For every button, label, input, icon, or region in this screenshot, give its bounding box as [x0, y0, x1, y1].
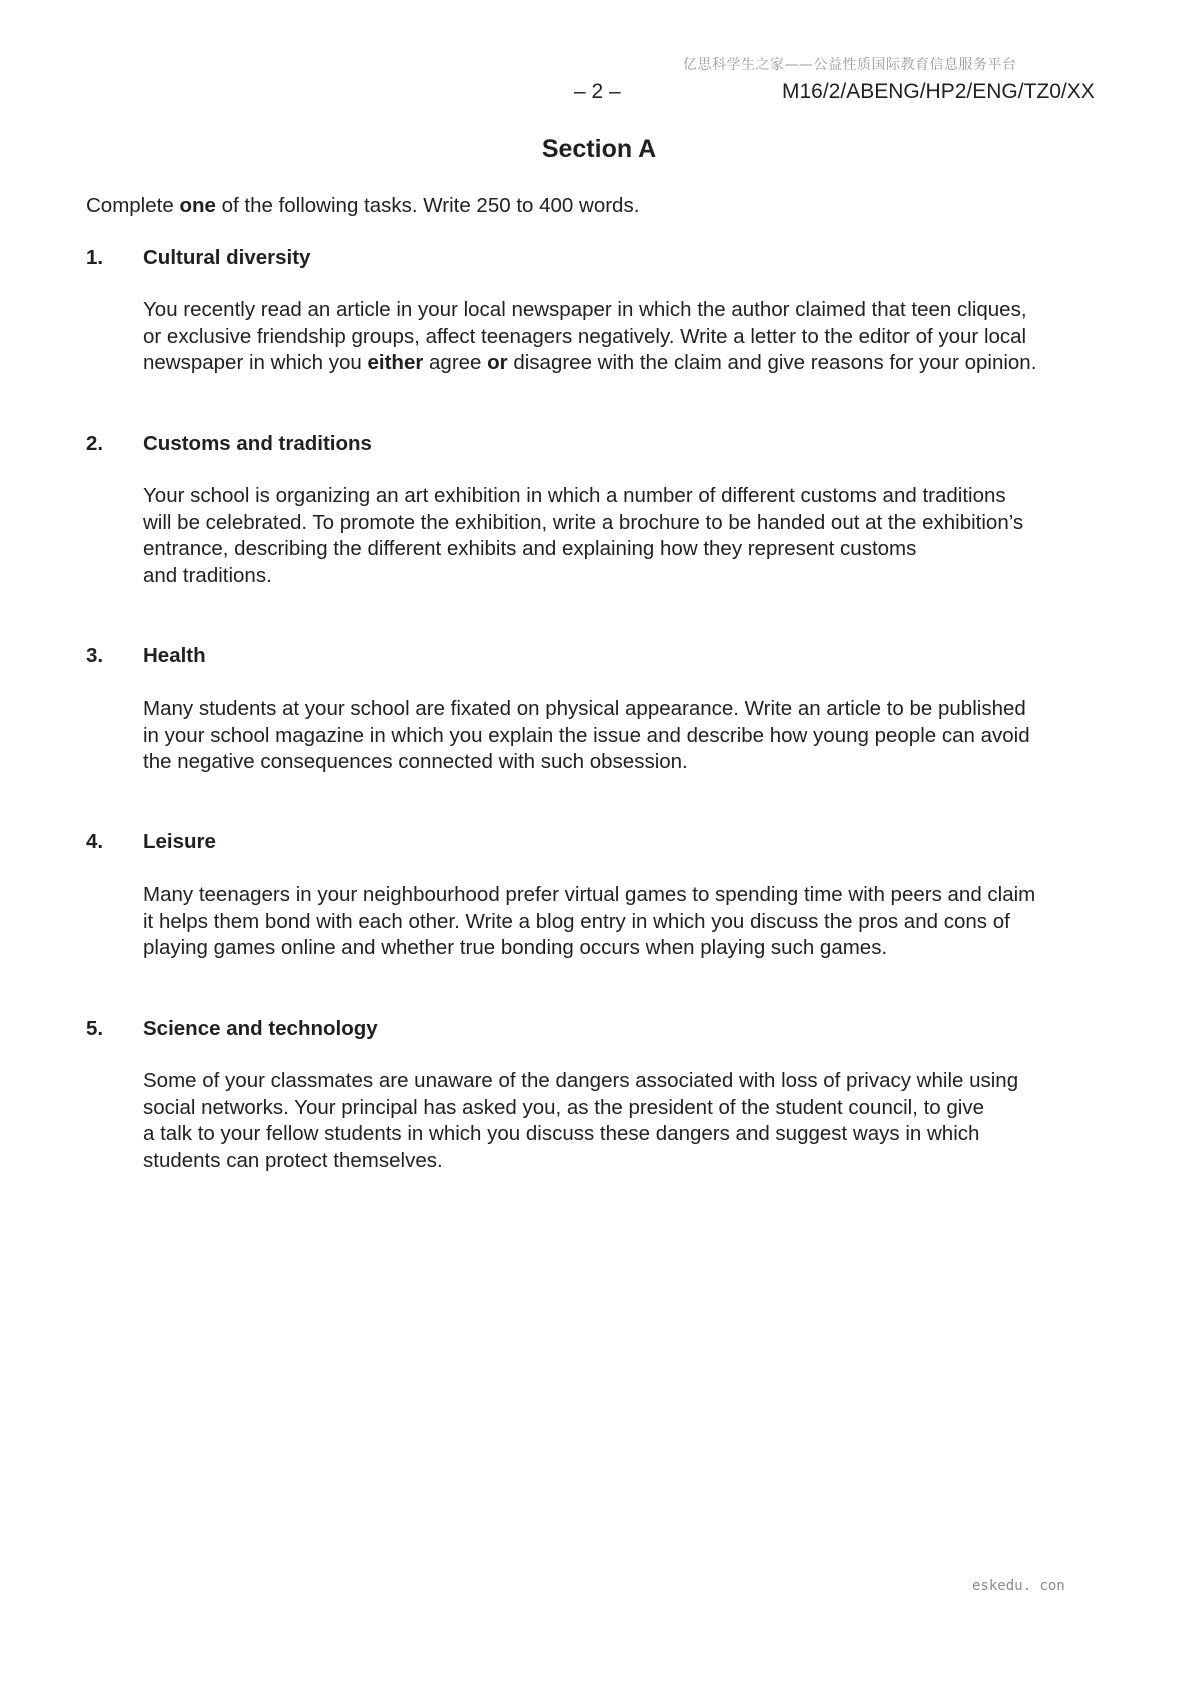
task-body-line: a talk to your fellow students in which you discuss these dangers and suggest ways in which: [143, 1122, 980, 1146]
text-run: agree: [423, 351, 488, 375]
text-run: newspaper in which you: [143, 351, 368, 375]
task-body: [143, 483, 1143, 589]
task-body-line: it helps them bond with each other. Write a blog entry in which you discuss the pros and cons of: [143, 909, 1010, 933]
task-body-line: Many teenagers in your neighbourhood prefer virtual games to spending time with peers and claim: [143, 883, 1036, 906]
instructions-text-before: Complete: [86, 194, 180, 217]
task-body-line: Many students at your school are fixated on physical appearance. Write an article to be published: [143, 697, 1026, 720]
task-body-line: the negative consequences connected with such obsession.: [143, 750, 688, 774]
task-title: Health: [143, 644, 206, 667]
task-body-line: social networks. Your principal has asked you, as the president of the student council, to give: [143, 1095, 985, 1119]
task-body-line: in your school magazine in which you explain the issue and describe how young people can avoid: [143, 723, 1030, 747]
footer-watermark: eskedu. con: [972, 1578, 1065, 1594]
page-number: – 2 –: [574, 80, 621, 103]
task-body-line: will be celebrated. To promote the exhibition, write a brochure to be handed out at the exhibition’s: [143, 510, 1024, 534]
task-body-line: entrance, describing the different exhibits and explaining how they represent customs: [143, 537, 917, 561]
instructions-text-after: of the following tasks. Write 250 to 400 words.: [215, 194, 640, 217]
task-body-line: students can protect themselves.: [143, 1148, 443, 1172]
instructions-bold-one: one: [179, 194, 216, 217]
task-body-line: Some of your classmates are unaware of the dangers associated with loss of privacy while using: [143, 1069, 1019, 1092]
task-number: 2.: [86, 432, 104, 455]
header-watermark: 亿思科学生之家——公益性质国际教育信息服务平台: [683, 57, 1017, 73]
bold-or: or: [487, 351, 508, 375]
task-body-line: and traditions.: [143, 563, 272, 587]
document-code: M16/2/ABENG/HP2/ENG/TZ0/XX: [782, 80, 1095, 103]
task-body: [143, 696, 1143, 776]
bold-either: either: [367, 351, 424, 375]
task-number: 4.: [86, 830, 104, 853]
task-body-line: [143, 350, 1143, 377]
task-body: [143, 1068, 1143, 1174]
section-title: Section A: [541, 135, 657, 163]
task-body: [143, 882, 1143, 962]
task-title: Customs and traditions: [143, 432, 372, 455]
task-title: Leisure: [143, 830, 216, 853]
instructions: [86, 194, 639, 218]
task-body: [143, 297, 1143, 377]
task-title: Science and technology: [143, 1017, 378, 1040]
task-title: Cultural diversity: [143, 246, 311, 269]
task-body-line: playing games online and whether true bonding occurs when playing such games.: [143, 936, 888, 960]
task-body-line: Your school is organizing an art exhibition in which a number of different customs and traditions: [143, 484, 1006, 507]
task-number: 3.: [86, 644, 104, 667]
task-body-line: or exclusive friendship groups, affect teenagers negatively. Write a letter to the editor of your local: [143, 324, 1027, 348]
task-body-line: You recently read an article in your local newspaper in which the author claimed that teen cliques,: [143, 298, 1027, 321]
task-number: 5.: [86, 1017, 104, 1040]
task-number: 1.: [86, 246, 104, 269]
text-run: disagree with the claim and give reasons for your opinion.: [507, 351, 1037, 375]
